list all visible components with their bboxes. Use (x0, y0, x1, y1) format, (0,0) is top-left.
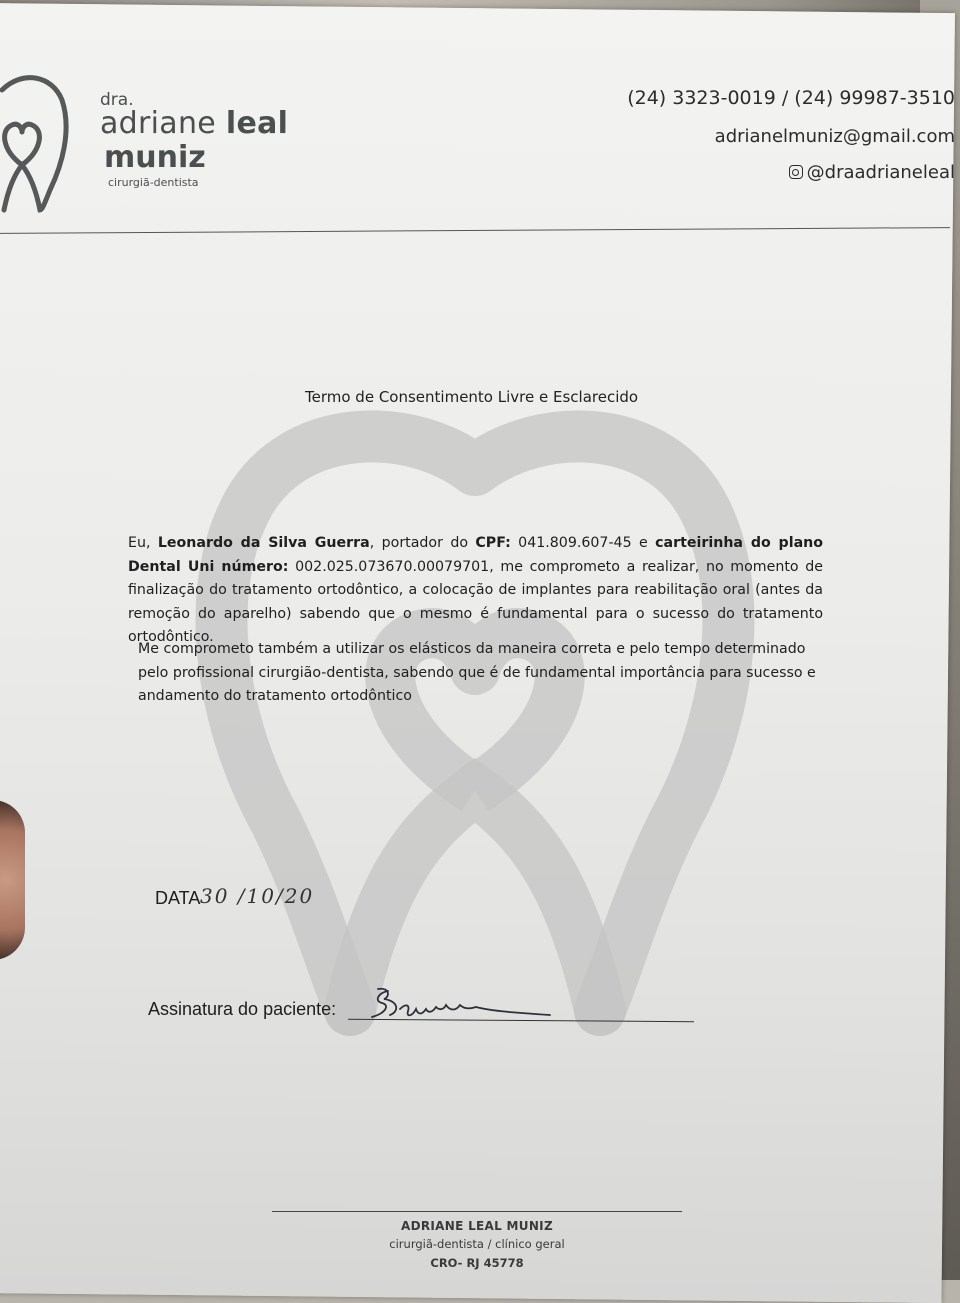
phone-numbers: (24) 3323-0019 / (24) 99987-3510 (627, 87, 955, 109)
instagram-handle-row (535, 162, 955, 183)
consent-paragraph-2: Me comprometo também a utilizar os elásticos da maneira correta e pelo tempo determinado pelo profissional cirurgião-dentista, sabendo que é de fundamental importância para sucesso e andamento do tratamento ortodôntico (138, 641, 816, 704)
footer-divider (272, 1211, 682, 1212)
brand-last-name: muniz (104, 140, 206, 175)
footer-name: ADRIANE LEAL MUNIZ (401, 1219, 553, 1233)
card-label: carteirinha do plano Dental Uni número: (128, 535, 823, 575)
card-number: 002.025.073670.00079701 (288, 558, 490, 575)
handwritten-signature (360, 983, 560, 1028)
cpf-value: 041.809.607-45 e (510, 535, 656, 551)
cpf-label: CPF: (475, 535, 511, 551)
p1-text: , portador do (369, 535, 476, 551)
instagram-handle: @draadrianeleal (806, 162, 955, 183)
brand-first-name: adriane (100, 106, 217, 141)
consent-paragraph-1 (128, 532, 823, 650)
brand-name-line1 (100, 106, 288, 141)
document-title: Termo de Consentimento Livre e Esclarecido (305, 388, 639, 406)
brand-role: cirurgiã-dentista (108, 176, 199, 189)
tooth-logo-icon (0, 70, 82, 215)
holding-thumb (0, 800, 25, 960)
brand-prefix: dra. (100, 90, 134, 110)
footer-role: cirurgiã-dentista / clínico geral (389, 1237, 565, 1251)
p1-rest: , me comprometo a realizar, no momento de finalização do tratamento ortodôntico, a colocação de implantes para reabilitação oral (antes da remoção do aparelho) sabendo que o mesmo é fundamental para o sucesso do tratamento ortodôntico. (128, 558, 824, 645)
patient-name: Leonardo da Silva Guerra (157, 535, 370, 551)
signature-label: Assinatura do paciente: (148, 999, 337, 1019)
brand-bold-name: leal (225, 106, 289, 141)
instagram-icon (789, 165, 803, 179)
tooth-watermark-icon (180, 400, 770, 1040)
email-address: adrianelmuniz@gmail.com (714, 126, 955, 147)
handwritten-date: 30 /10/20 (200, 884, 315, 908)
footer-cro: CRO- RJ 45778 (430, 1256, 524, 1270)
date-label: DATA (155, 888, 201, 908)
p1-intro: Eu, (128, 535, 158, 551)
